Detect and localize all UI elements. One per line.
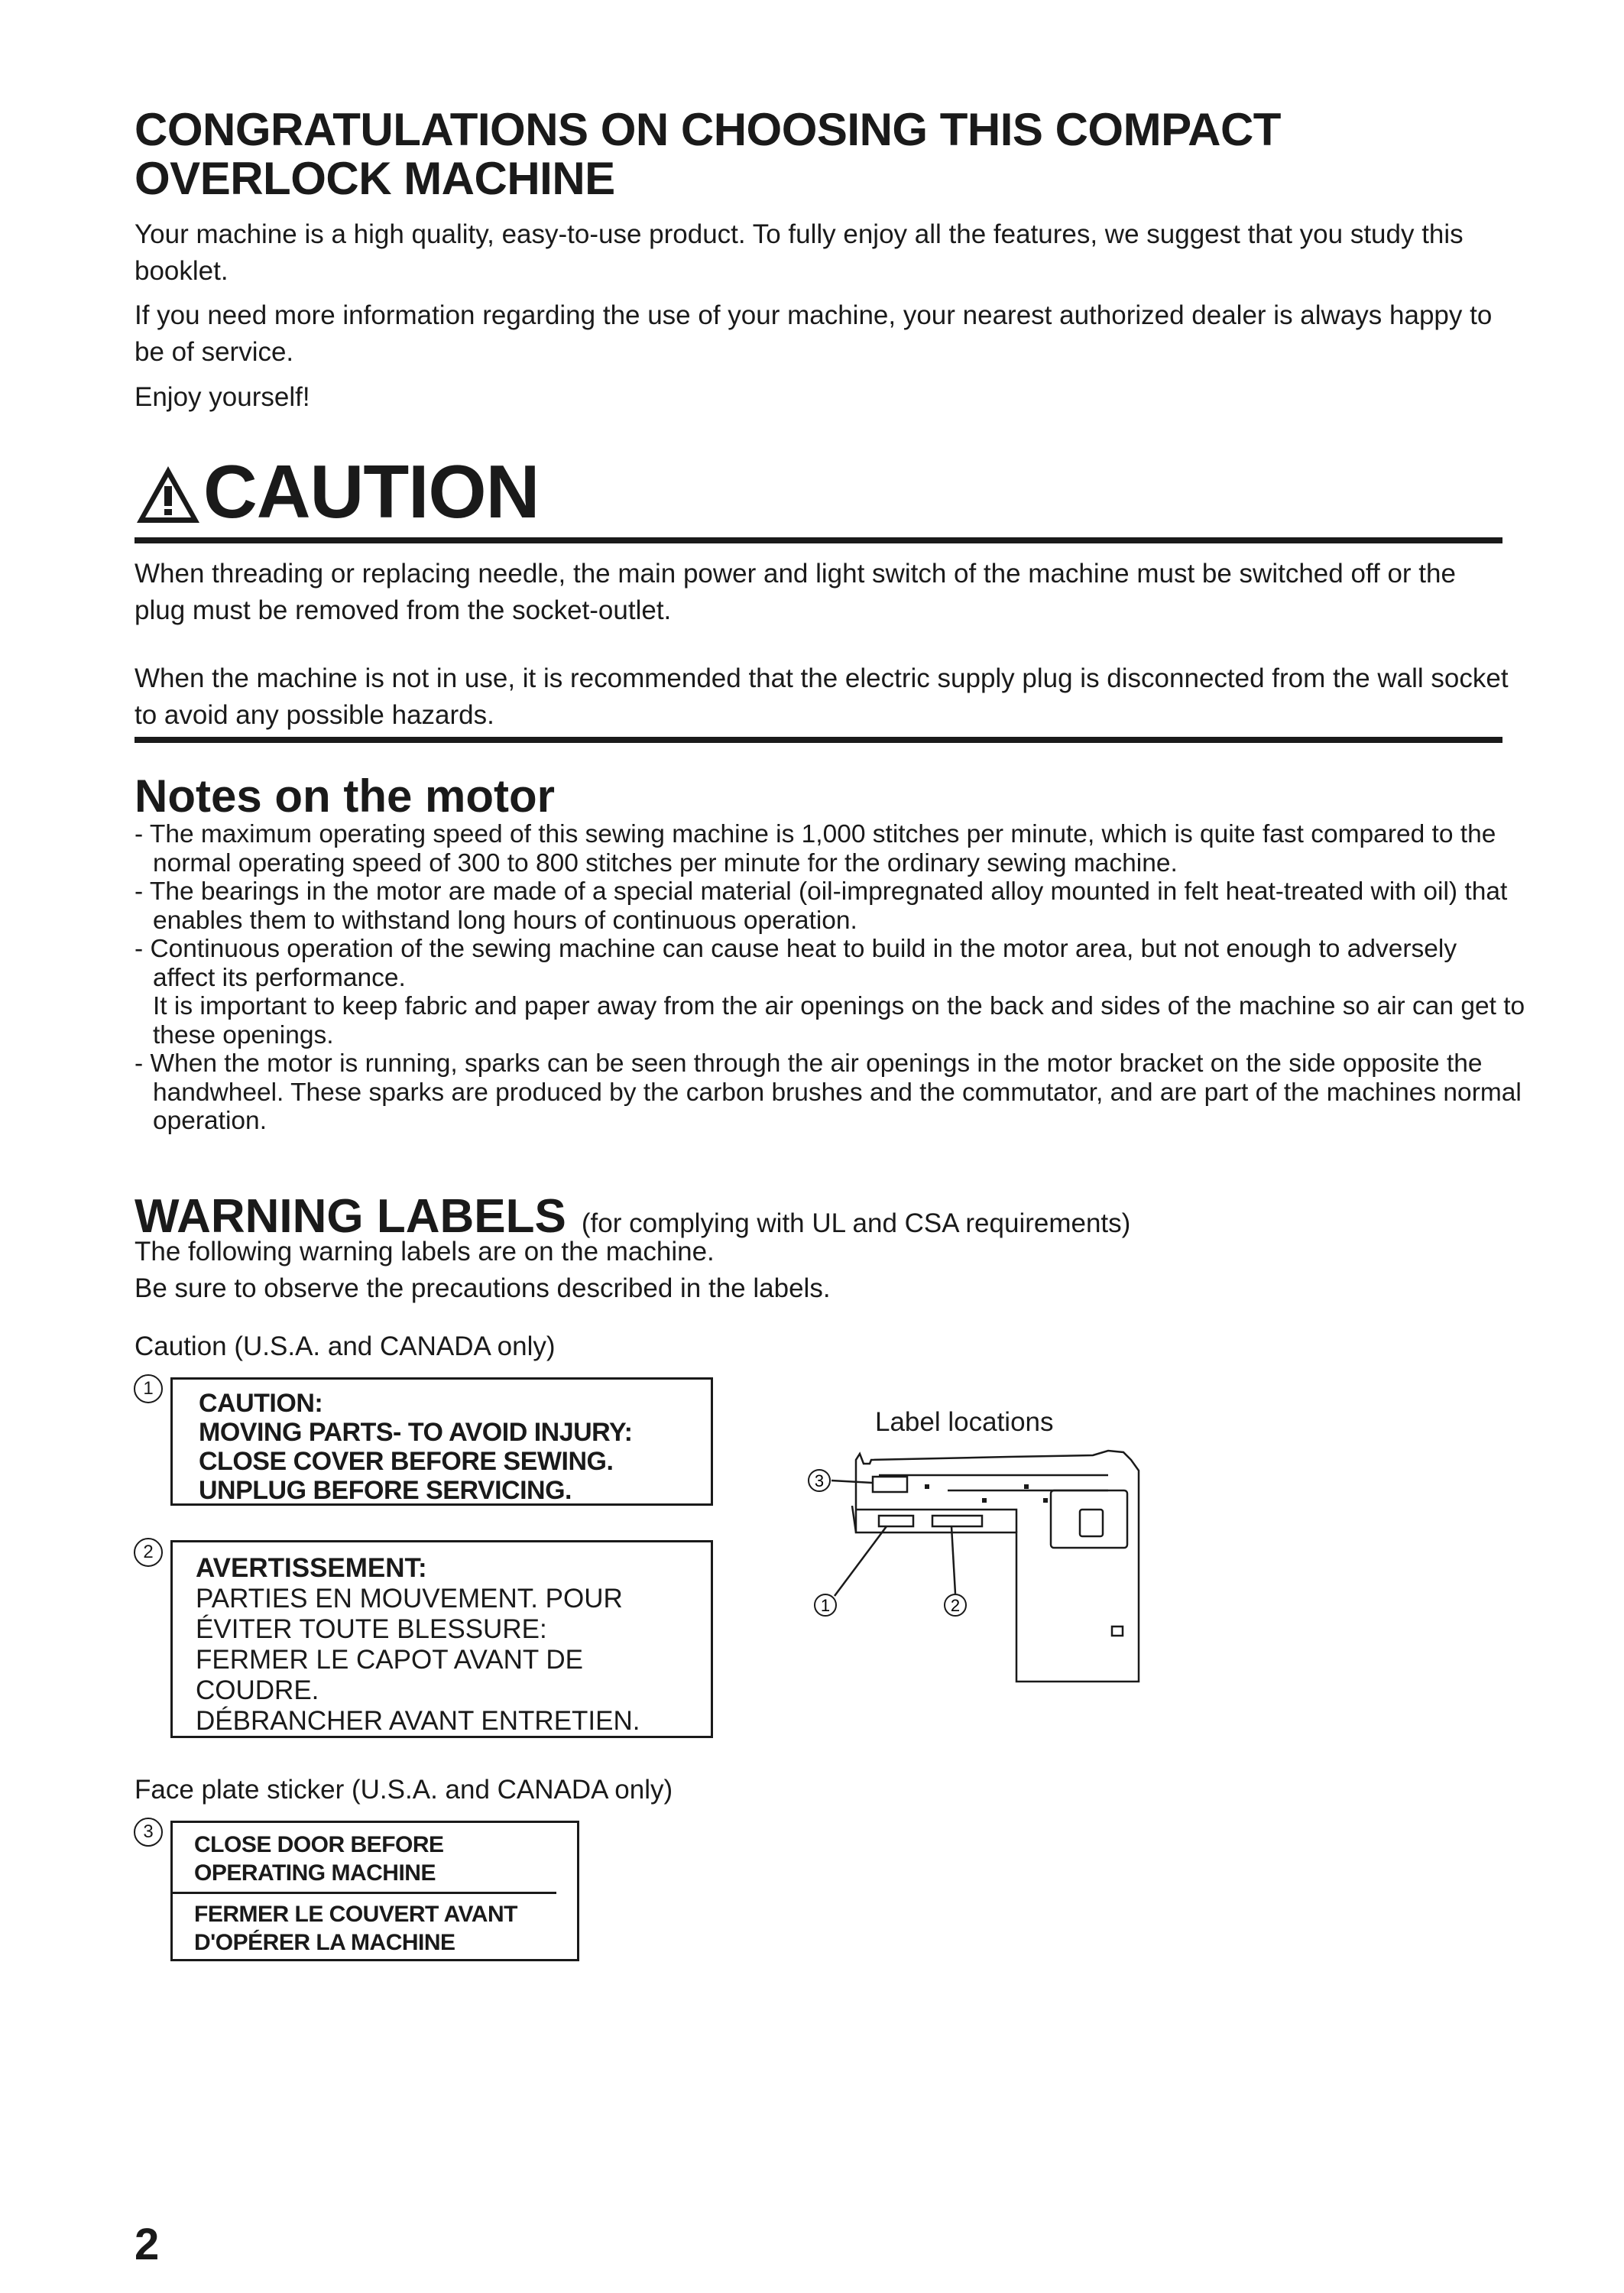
label-line: CLOSE COVER BEFORE SEWING. (199, 1447, 614, 1476)
label-line: PARTIES EN MOUVEMENT. POUR (196, 1584, 623, 1614)
warning-labels-line-1: The following warning labels are on the machine. (135, 1237, 715, 1267)
page-number: 2 (135, 2220, 160, 2269)
leader-line-3 (831, 1481, 873, 1483)
caution-top-rule (135, 537, 1502, 543)
list-item (135, 935, 1525, 1049)
label-line: OPERATING MACHINE (194, 1860, 436, 1886)
intro-paragraph-1: Your machine is a high quality, easy-to-use product. To fully enjoy all the features, we suggest that you study this booklet. (135, 219, 1464, 286)
caution-paragraph-2: When the machine is not in use, it is recommended that the electric supply plug is disconnected from the wall socket to avoid any possible hazards. (135, 663, 1509, 730)
label-locations-caption: Label locations (875, 1407, 1054, 1437)
label-line: DÉBRANCHER AVANT ENTRETIEN. (196, 1706, 640, 1736)
label-line: UNPLUG BEFORE SERVICING. (199, 1476, 572, 1505)
page-title-line1: CONGRATULATIONS ON CHOOSING THIS COMPACT (135, 104, 1281, 155)
label-line: FERMER LE COUVERT AVANT (194, 1902, 517, 1927)
warning-labels-line-2: Be sure to observe the precautions described in the labels. (135, 1273, 831, 1303)
caution-title: CAUTION (203, 449, 540, 534)
marker-3-label: 3 (814, 1471, 825, 1490)
page-title (135, 105, 1525, 203)
marker-1-label: 1 (820, 1596, 831, 1615)
sticker-divider (173, 1892, 556, 1894)
caution-bottom-rule (135, 737, 1502, 743)
intro-paragraph-2: If you need more information regarding the use of your machine, your nearest authorized dealer is always happy to be of service. (135, 300, 1493, 367)
caution-label-french (170, 1540, 713, 1738)
mechanism-dot (1024, 1484, 1029, 1489)
caution-heading (135, 449, 539, 534)
mechanism-dot (982, 1498, 987, 1503)
mechanism-dot (1043, 1498, 1048, 1503)
machine-diagram (787, 1437, 1169, 1689)
label-number-1: 1 (134, 1374, 163, 1403)
front-cover-outline (856, 1510, 1016, 1532)
intro-paragraph-3: Enjoy yourself! (135, 382, 310, 412)
page-title-line2: OVERLOCK MACHINE (135, 153, 615, 204)
leader-line-1 (835, 1526, 887, 1596)
list-item-extra: It is important to keep fabric and paper away from the air openings on the back and sides of the machine so air can get to these openings. (153, 992, 1525, 1049)
mechanism-dot (925, 1484, 929, 1489)
machine-top-outline (856, 1451, 1139, 1682)
label-3-position (873, 1477, 907, 1492)
warning-triangle-icon (135, 464, 202, 525)
list-item: - When the motor is running, sparks can be seen through the air openings in the motor bracket on the side opposite the handwheel. These sparks are produced by the carbon brushes and the commutator, and are part of the machines normal operation. (135, 1049, 1522, 1135)
label-2-position (932, 1516, 982, 1526)
label-line: FERMER LE CAPOT AVANT DE (196, 1645, 583, 1675)
side-dial (1080, 1510, 1103, 1536)
label-1-position (879, 1516, 913, 1526)
faceplate-sticker (170, 1821, 579, 1961)
label-line: AVERTISSEMENT: (196, 1553, 427, 1583)
label-number-2: 2 (134, 1538, 163, 1567)
label-line: CAUTION: (199, 1389, 323, 1418)
leader-line-2 (951, 1526, 955, 1594)
motor-notes-list (135, 820, 1525, 1136)
caution-paragraph-1: When threading or replacing needle, the main power and light switch of the machine must be switched off or the plug must be removed from the socket-outlet. (135, 559, 1456, 625)
screw-detail (1112, 1627, 1123, 1636)
list-item: - The bearings in the motor are made of a special material (oil-impregnated alloy mounted in felt heat-treated with oil) that enables them to withstand long hours of continuous operation. (135, 877, 1508, 935)
list-item-text: - Continuous operation of the sewing machine can cause heat to build in the motor area, but not enough to adversely affect its performance. (135, 935, 1457, 992)
caution-caption: Caution (U.S.A. and CANADA only) (135, 1331, 556, 1361)
marker-2-label: 2 (950, 1596, 961, 1615)
label-line: MOVING PARTS- TO AVOID INJURY: (199, 1418, 633, 1447)
motor-heading: Notes on the motor (135, 770, 555, 822)
warning-labels-subtitle: (for complying with UL and CSA requirements) (581, 1208, 1131, 1238)
label-line: COUDRE. (196, 1675, 319, 1705)
faceplate-caption: Face plate sticker (U.S.A. and CANADA only) (135, 1775, 673, 1805)
caution-label-english (170, 1377, 713, 1506)
label-line: CLOSE DOOR BEFORE (194, 1832, 444, 1857)
list-item: - The maximum operating speed of this sewing machine is 1,000 stitches per minute, which is quite fast compared to the normal operating speed of 300 to 800 stitches per minute for the ordinary sewing machine. (135, 820, 1496, 877)
label-line: ÉVITER TOUTE BLESSURE: (196, 1614, 547, 1644)
label-number-3: 3 (134, 1818, 163, 1847)
side-panel (1051, 1490, 1127, 1548)
warning-labels-title: WARNING LABELS (135, 1190, 566, 1243)
label-line: D'OPÉRER LA MACHINE (194, 1930, 455, 1955)
